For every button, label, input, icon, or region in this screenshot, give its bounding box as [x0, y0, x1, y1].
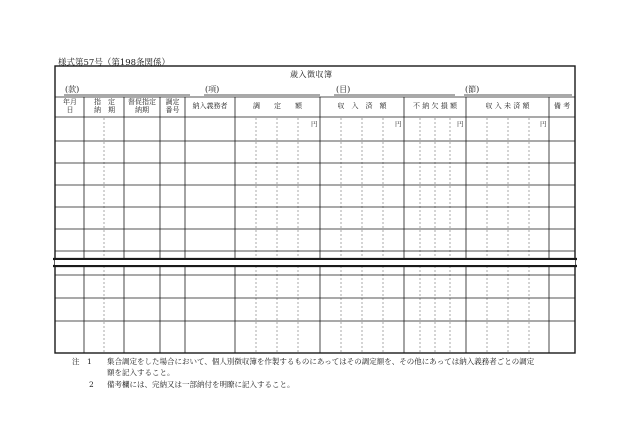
yen-unit-received: 円 — [395, 120, 402, 128]
form-title: 歳入徴収簿 — [290, 70, 333, 79]
col-remarks: 備 考 — [553, 102, 571, 110]
yen-unit-unreceived: 円 — [540, 120, 547, 128]
col-unreceived-amount: 収 入 未 済 額 — [485, 102, 530, 110]
category-kan-label: (款) — [65, 85, 80, 94]
col-assessment-number: 調定 番号 — [165, 98, 180, 114]
col-payer: 納入義務者 — [192, 102, 228, 110]
col-date: 年月 日 — [63, 98, 77, 114]
note-1-line-1: 集合調定をした場合において、個人別徴収簿を作製するものにあってはその調定額を、その他にあっては納入義務者ごとの調定 — [107, 357, 535, 366]
yen-unit-assessed: 円 — [311, 120, 318, 128]
category-kou-label: (項) — [205, 85, 220, 94]
note-1-line-2: 額を記入すること。 — [107, 368, 175, 377]
note-2-line-1: 備考欄には、完納又は一部納付を明瞭に記入すること。 — [107, 380, 295, 389]
col-reminder-period: 督促指定 納期 — [128, 98, 156, 114]
col-designated-period: 指 定 納 期 — [94, 98, 115, 114]
note-1-marker: 注 1 — [72, 357, 92, 366]
note-2-marker: 2 — [89, 380, 94, 389]
form-number: 様式第57号（第198条関係） — [58, 58, 171, 68]
col-assessed-amount: 調 定 額 — [253, 102, 302, 110]
yen-unit-deficit: 円 — [457, 120, 464, 128]
col-received-amount: 収 入 済 額 — [337, 102, 387, 110]
category-setsu-label: (節) — [465, 85, 480, 94]
col-deficit-amount: 不 納 欠 損 額 — [413, 102, 457, 110]
category-moku-label: (目) — [336, 85, 351, 94]
